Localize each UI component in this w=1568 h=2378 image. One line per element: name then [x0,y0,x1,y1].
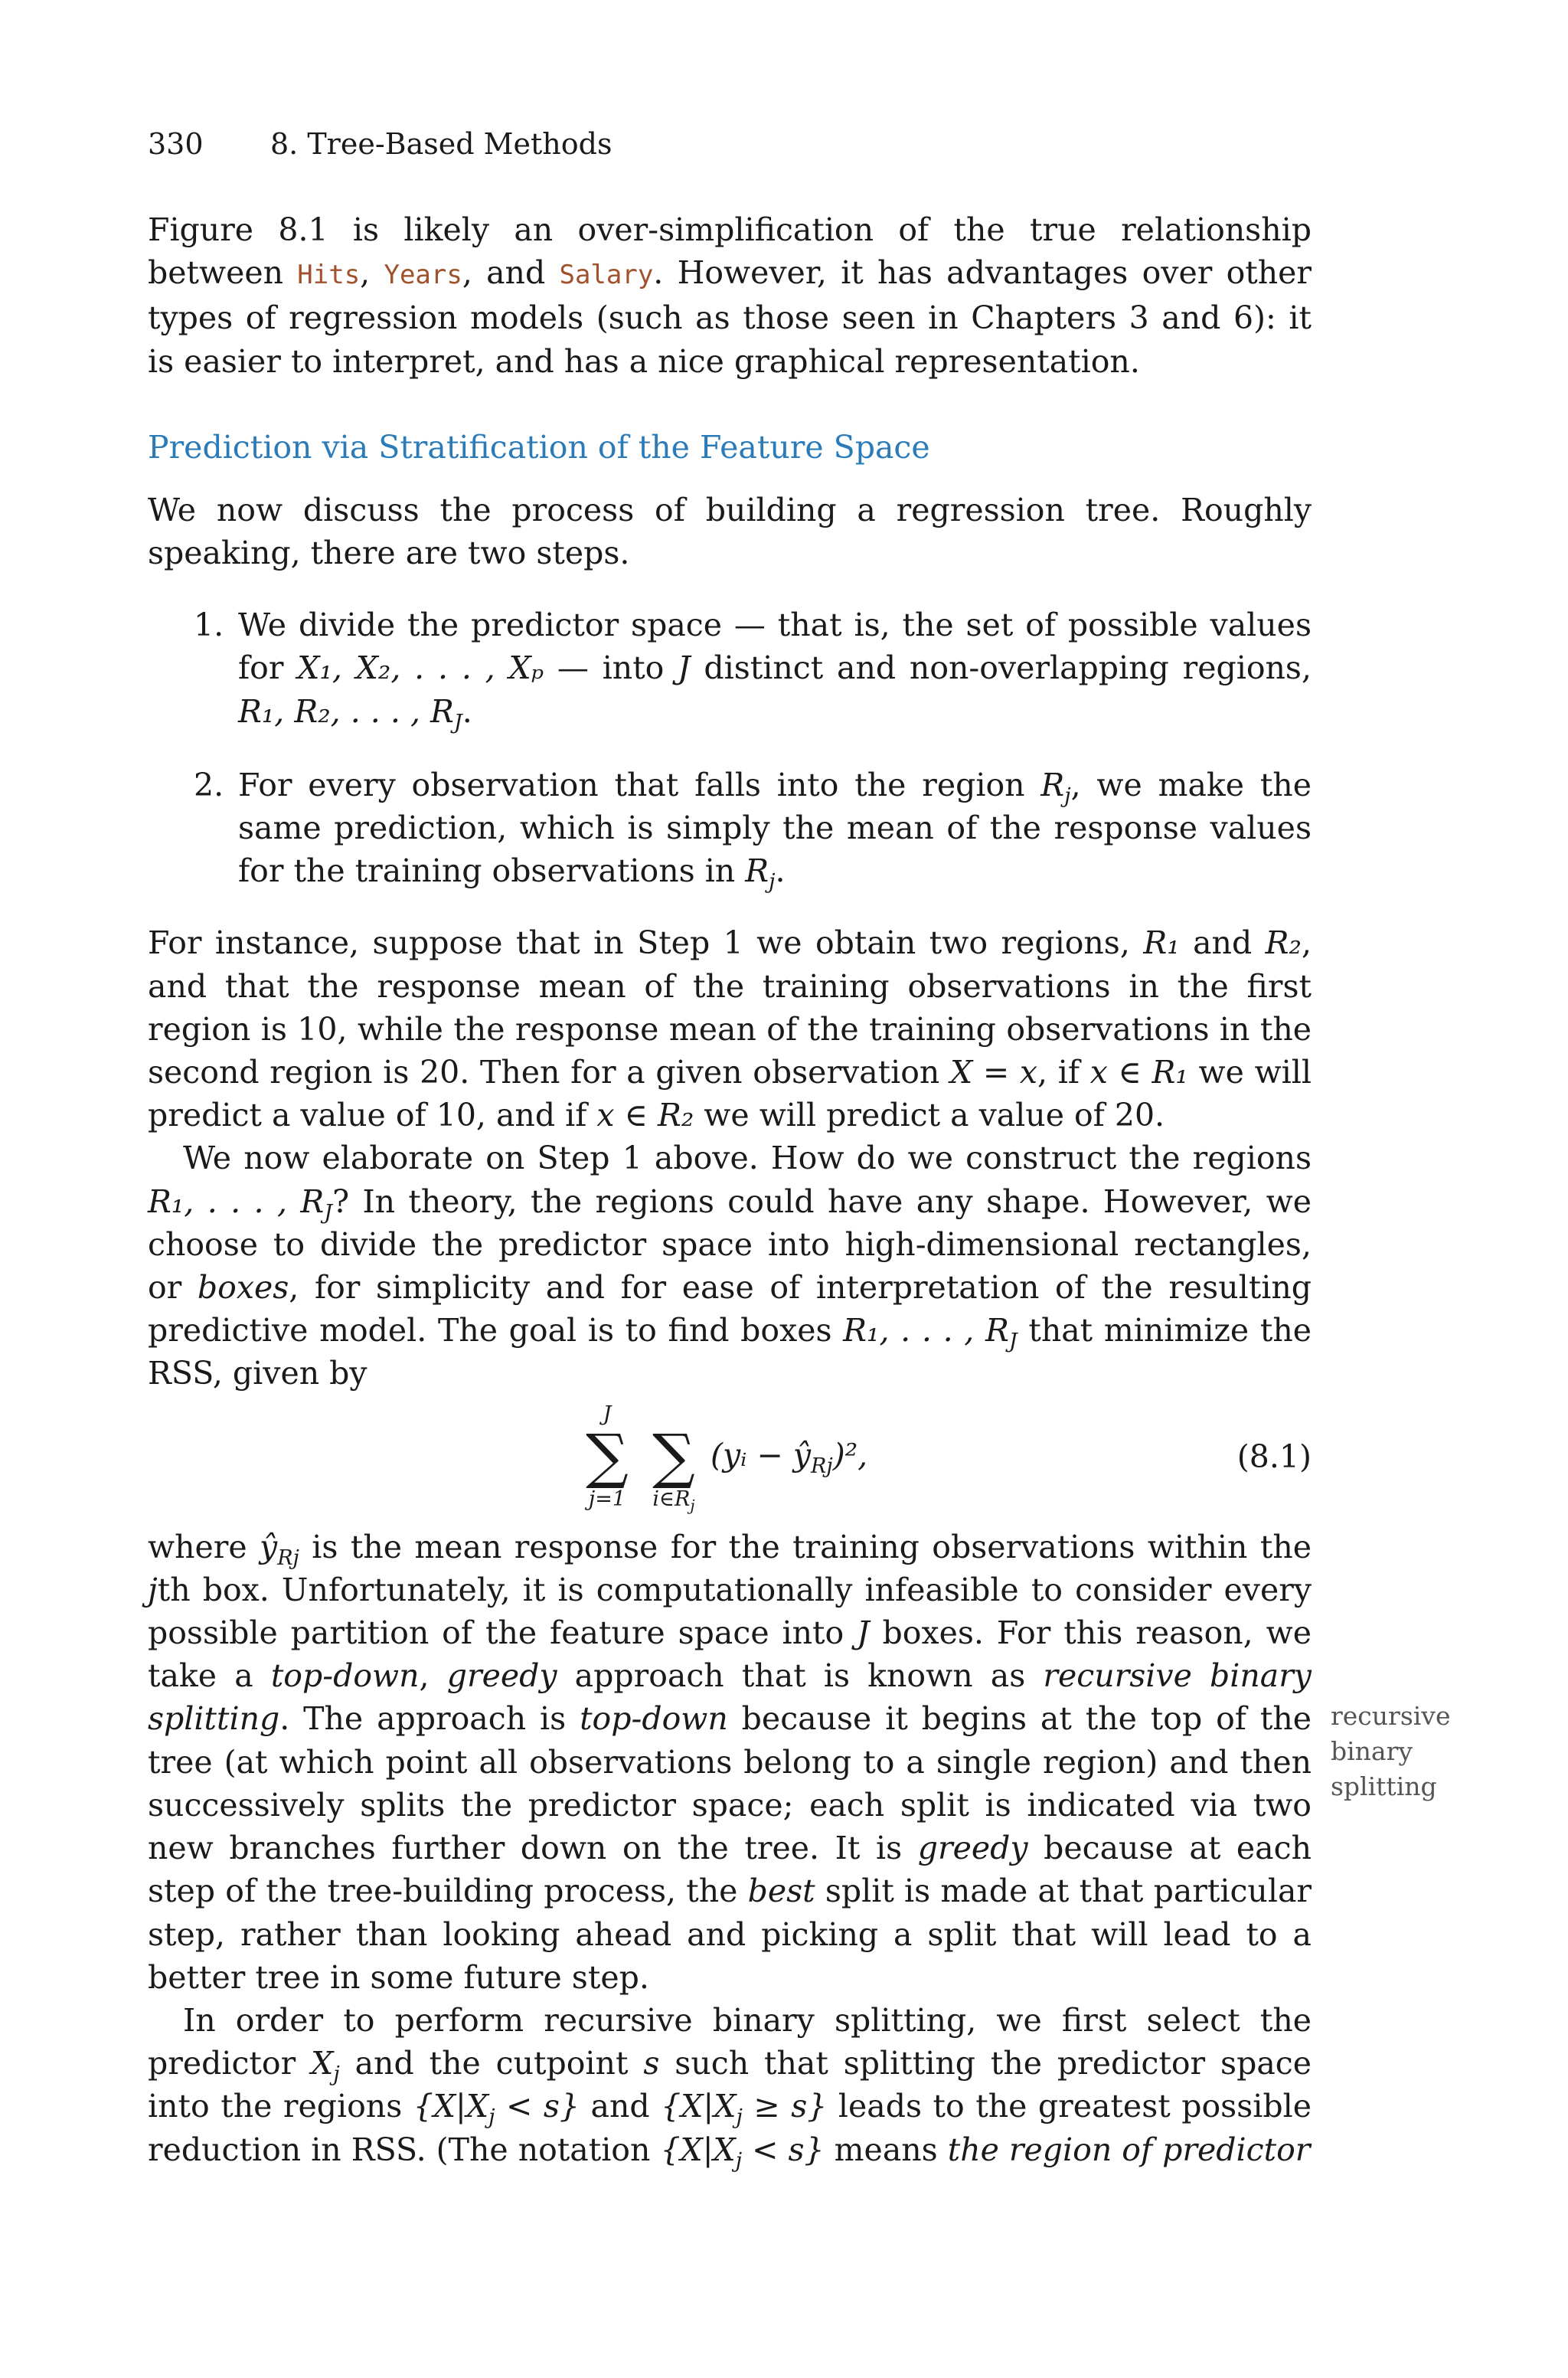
text: , for simplicity and for ease of interpretation of the resulting predictive model. The goal is to find boxes [148,1269,1312,1349]
equation-number: (8.1) [1236,1438,1312,1475]
margin-note-line: splitting [1331,1771,1437,1801]
text: , [360,254,384,292]
text: In order to perform recursive binary splitting, we first select the predictor [148,2001,1312,2082]
code-years: Years [384,260,462,291]
text: , we make the same prediction, which is simply the mean of the response values for the training observations in [238,766,1312,890]
math: R₁ [1143,924,1180,962]
text: i∈R [652,1487,691,1511]
math: {X|X [660,2131,736,2168]
outer-sum [577,1403,638,1512]
text: , if [1037,1054,1090,1091]
text: . [462,692,472,730]
math: ŷ [260,1528,278,1565]
inner-sum [639,1403,708,1515]
text: because it begins at the top of the tree (at which point all observations belong to a single region) and then successively splits the predictor space; each split is indicated via two new branches further down on the tree. It is [148,1700,1312,1867]
text: ? In theory, the regions could have any shape. However, we choose to divide the predictor space into high-dimensional rectangles, or [148,1182,1312,1307]
emphasis: top-down [580,1700,728,1738]
intro-paragraph [148,208,1312,383]
text: approach that is known as [557,1657,1044,1695]
text: we will predict a value of 20. [694,1097,1165,1134]
text: such that splitting the predictor space into the regions [148,2045,1312,2125]
text: — into [544,649,678,687]
text: and [579,2088,662,2125]
step-number: 1. [194,607,224,644]
math: ≥ s} [742,2088,828,2125]
text: We now elaborate on Step 1 above. How do we construct the regions [183,1140,1312,1177]
two-steps-paragraph: We now discuss the process of building a regression tree. Roughly speaking, there are two steps. [148,491,1312,572]
math: {X|X [661,2088,737,2125]
text: j=1 [588,1487,626,1511]
section-title: Prediction via Stratification of the Feature Space [148,428,930,466]
math-sub: j [488,2105,495,2130]
text: is the mean response for the training observations within the [299,1528,1312,1565]
math: R₁, . . . , R [843,1312,1009,1349]
sum-lower-limit [639,1487,708,1515]
math-sub: j [690,1496,695,1515]
emphasis: recursive binary splitting [148,1657,1312,1738]
text: means [824,2131,948,2168]
math: J [857,1614,870,1652]
math: R₂ [1265,924,1302,962]
step-1 [148,603,1312,733]
math: J [678,649,691,687]
math-sub: J [324,1200,333,1225]
text: th box. Unfortunately, it is computationally infeasible to consider every possible partition of the feature space into [148,1571,1312,1652]
math-sub: j [735,2148,743,2173]
text: and [1179,924,1266,962]
text: that minimize the RSS, given by [148,1312,1312,1392]
chapter-title: 8. Tree-Based Methods [270,127,612,161]
math: < s} [742,2131,825,2168]
emphasis: boxes [197,1269,289,1307]
equation-8-1 [148,1395,1312,1526]
sum-symbol: ∑ [652,1421,695,1491]
emphasis: best [747,1873,815,1910]
code-salary: Salary [559,260,654,291]
math: x ∈ R₁ [1089,1054,1188,1091]
text: , [419,1657,447,1695]
text: . [775,852,786,890]
steps-list [148,603,1312,895]
margin-note-line: binary [1331,1736,1413,1766]
margin-note [1331,1699,1484,1804]
math-sub: Rj [277,1546,299,1570]
text: boxes. For this reason, we take a [148,1614,1312,1695]
math-sub: j [1064,784,1071,809]
math-sub: j [736,2105,743,2130]
text: For every observation that falls into the region [238,766,1041,803]
math-sub: j [769,870,776,895]
order-paragraph [148,1999,1312,2171]
math-sub: J [453,710,462,734]
summand [710,1434,867,1477]
math-sub: j [333,2062,340,2087]
text: because at each step of the tree-building process, the [148,1830,1312,1910]
math: R [745,852,769,890]
text: , and [462,254,560,292]
text: and the cutpoint [339,2045,644,2082]
text: , and that the response mean of the training observations in the first region is 10, while the response mean of the training observations in the second region is 20. Then for a given observation [148,924,1312,1091]
text: where [148,1528,260,1565]
math: R [1040,766,1065,803]
math: X₁, X₂, . . . , Xₚ [297,649,544,687]
code-hits: Hits [297,260,361,291]
where-paragraph [148,1526,1312,1999]
math: X [311,2045,334,2082]
math: R₁, . . . , R [148,1182,325,1220]
math-sub: Rj [811,1454,833,1478]
page [148,123,1312,2171]
emphasis: greedy [917,1830,1028,1867]
running-head [148,123,1312,165]
math: X = x [950,1054,1038,1091]
sum-upper-limit: J [603,1402,612,1426]
emphasis: the region of predictor [947,2131,1311,2168]
emphasis: greedy [446,1657,557,1695]
rss-formula [577,1395,1051,1526]
text: distinct and non-overlapping regions, [690,649,1312,687]
margin-note-line: recursive [1331,1701,1451,1731]
math: < s} [495,2088,580,2125]
text: Figure 8.1 is likely an over-simplification of the true relationship between [148,211,1312,292]
text: For instance, suppose that in Step 1 we obtain two regions, [148,924,1144,962]
emphasis: top-down [270,1657,420,1695]
math: R₁, R₂, . . . , R [238,692,454,730]
text: . The approach is [279,1700,580,1738]
text: We divide the predictor space — that is, the set of possible values for [238,607,1312,687]
math: )², [832,1436,868,1474]
text: . However, it has advantages over other types of regression models (such as those seen in Chapters 3 and 6): it is easier to interpret, and has a nice graphical representation. [148,254,1312,380]
instance-paragraph [148,921,1312,1137]
step-number: 2. [194,766,224,803]
math-sub: J [1008,1330,1018,1354]
math: (yᵢ − ŷ [710,1436,811,1474]
math: j [148,1571,158,1608]
text: leads to the greatest possible reduction in RSS. (The notation [148,2088,1312,2168]
elaborate-paragraph [148,1137,1312,1395]
step-2 [148,764,1312,893]
text: we will predict a value of 10, and if [148,1054,1312,1134]
text: split is made at that particular step, rather than looking ahead and picking a split that will lead to a better tree in some future step. [148,1873,1312,1996]
math: x ∈ R₂ [596,1097,694,1134]
sum-symbol: ∑ [586,1421,629,1491]
page-number: 330 [148,127,204,161]
math: {X|X [413,2088,489,2125]
math: s [643,2045,660,2082]
